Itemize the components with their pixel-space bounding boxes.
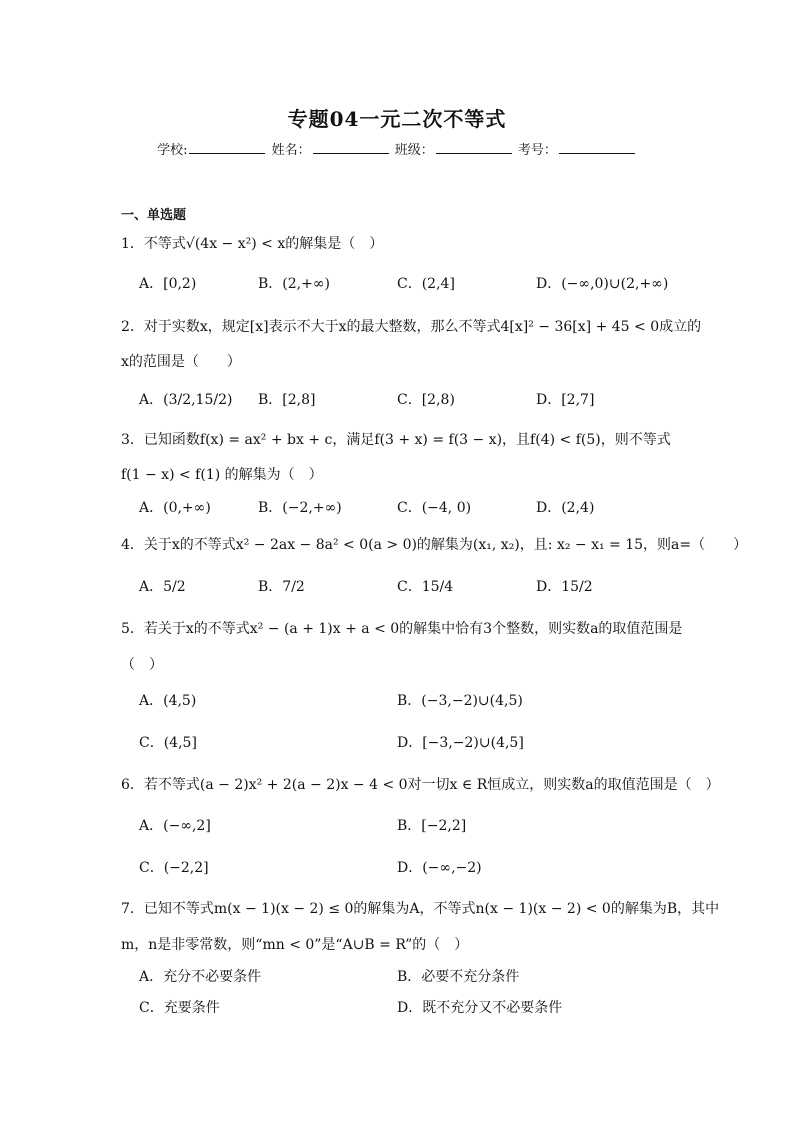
question-4-option-b[interactable]: B．7/2 [258, 579, 305, 595]
question-6-option-d[interactable]: D．(−∞,−2) [397, 860, 482, 876]
student-info-row [0, 139, 794, 158]
question-4-stem: 4．关于x的不等式x² − 2ax − 8a² < 0(a > 0)的解集为(x₁, x₂)，且: x₂ − x₁ = 15，则a=（ ） [121, 537, 748, 553]
question-1-option-c[interactable]: C．(2,4] [397, 276, 455, 292]
question-3-option-a[interactable]: A．(0,+∞) [139, 500, 211, 516]
question-3-option-c[interactable]: C．(−4, 0) [397, 500, 472, 516]
question-1-option-b[interactable]: B．(2,+∞) [258, 276, 330, 292]
question-6-stem: 6．若不等式(a − 2)x² + 2(a − 2)x − 4 < 0对一切x ∈ R恒成立，则实数a的取值范围是（ ） [121, 777, 720, 793]
class-label: 班级： [394, 143, 434, 158]
name-label: 姓名： [271, 143, 311, 158]
question-5-option-c[interactable]: C．(4,5] [139, 735, 197, 751]
question-1-option-d[interactable]: D．(−∞,0)∪(2,+∞) [536, 276, 669, 292]
question-4-option-a[interactable]: A．5/2 [139, 579, 186, 595]
name-blank[interactable] [313, 141, 389, 154]
question-4-option-c[interactable]: C．15/4 [397, 579, 454, 595]
number-blank[interactable] [559, 141, 635, 154]
question-6-option-c[interactable]: C．(−2,2] [139, 860, 209, 876]
question-3-option-b[interactable]: B．(−2,+∞) [258, 500, 342, 516]
question-2-option-b[interactable]: B．[2,8] [258, 392, 316, 408]
question-7-option-b[interactable]: B．必要不充分条件 [397, 969, 520, 985]
question-6-option-a[interactable]: A．(−∞,2] [139, 818, 211, 834]
question-5-stem-line-1: 5．若关于x的不等式x² − (a + 1)x + a < 0的解集中恰有3个整数，则实数a的取值范围是 [121, 621, 683, 637]
question-3-stem-line-2: f(1 − x) < f(1) 的解集为（ ） [121, 467, 323, 483]
question-3-option-d[interactable]: D．(2,4) [536, 500, 595, 516]
question-1-option-a[interactable]: A．[0,2) [139, 276, 197, 292]
question-2-stem-line-1: 2．对于实数x，规定[x]表示不大于x的最大整数，那么不等式4[x]² − 36[x] + 45 < 0成立的 [121, 319, 702, 335]
question-1-stem: 1．不等式√(4x − x²) < x的解集是（ ） [121, 236, 384, 252]
question-2-option-d[interactable]: D．[2,7] [536, 392, 595, 408]
number-label: 考号： [517, 143, 557, 158]
question-7-option-d[interactable]: D．既不充分又不必要条件 [397, 1000, 563, 1016]
school-blank[interactable] [189, 141, 265, 154]
question-6-option-b[interactable]: B．[−2,2] [397, 818, 467, 834]
question-7-option-a[interactable]: A．充分不必要条件 [139, 969, 262, 985]
class-blank[interactable] [436, 141, 512, 154]
question-7-stem-line-2: m，n是非零常数，则“mn < 0”是“A∪B = R”的（ ） [121, 937, 469, 953]
question-2-option-c[interactable]: C．[2,8) [397, 392, 455, 408]
document-title: 专题04一元二次不等式 [287, 107, 507, 131]
question-7-option-c[interactable]: C．充要条件 [139, 1000, 220, 1016]
question-5-option-a[interactable]: A．(4,5) [139, 693, 197, 709]
question-3-stem-line-1: 3．已知函数f(x) = ax² + bx + c，满足f(3 + x) = f(3 − x)，且f(4) < f(5)，则不等式 [121, 432, 671, 448]
question-4-option-d[interactable]: D．15/2 [536, 579, 593, 595]
question-2-option-a[interactable]: A．(3/2,15/2) [139, 392, 233, 408]
question-5-option-b[interactable]: B．(−3,−2)∪(4,5) [397, 693, 523, 709]
question-2-stem-line-2: x的范围是（ ） [121, 354, 241, 370]
question-7-stem-line-1: 7．已知不等式m(x − 1)(x − 2) ≤ 0的解集为A，不等式n(x − 1)(x − 2) < 0的解集为B，其中 [121, 901, 720, 917]
school-label: 学校: [157, 143, 188, 158]
section-heading: 一、单选题 [121, 208, 187, 223]
question-5-stem-line-2: （ ） [121, 657, 163, 673]
question-5-option-d[interactable]: D．[−3,−2)∪(4,5] [397, 735, 524, 751]
